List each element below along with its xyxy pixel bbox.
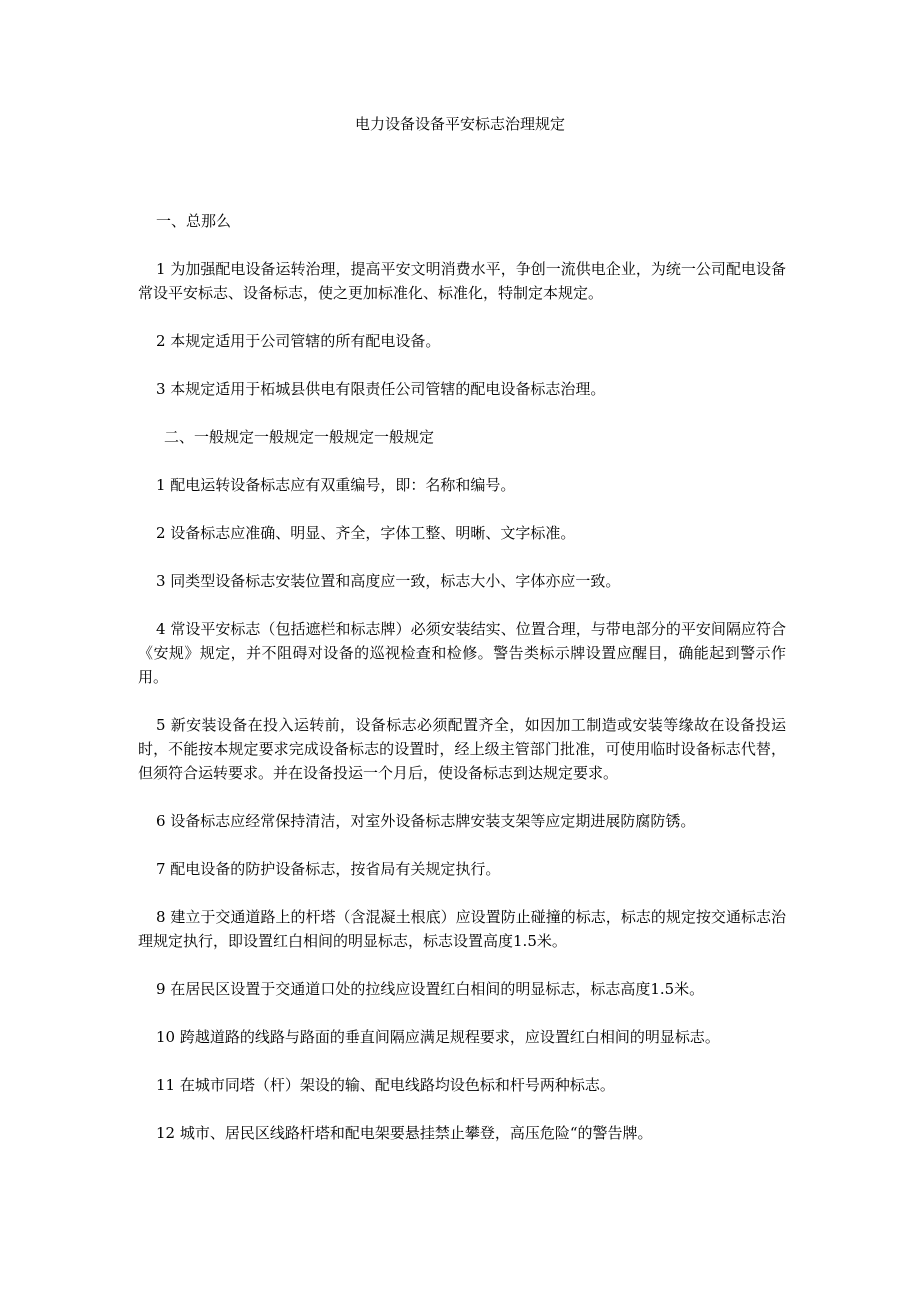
paragraph-rule-1: 1 配电运转设备标志应有双重编号，即：名称和编号。	[156, 476, 516, 494]
section-heading-rules: 二、一般规定一般规定一般规定一般规定	[164, 428, 435, 446]
paragraph-general-2: 2 本规定适用于公司管辖的所有配电设备。	[156, 332, 441, 350]
paragraph-rule-8: 8 建立于交通道路上的杆塔（含混凝土根底）应设置防止碰撞的标志，标志的规定按交通标志治理规定执行，即设置红白相间的明显标志，标志设置高度1.5米。	[138, 908, 786, 950]
paragraph-general-1: 1 为加强配电设备运转治理，提高平安文明消费水平，争创一流供电企业，为统一公司配电设备常设平安标志、设备标志，使之更加标准化、标准化，特制定本规定。	[138, 260, 786, 302]
paragraph-rule-6: 6 设备标志应经常保持清洁，对室外设备标志牌安装支架等应定期进展防腐防锈。	[156, 812, 696, 830]
document-title: 电力设备设备平安标志治理规定	[354, 115, 565, 133]
paragraph-general-3: 3 本规定适用于柘城县供电有限责任公司管辖的配电设备标志治理。	[156, 380, 606, 398]
paragraph-rule-7: 7 配电设备的防护设备标志，按省局有关规定执行。	[156, 860, 501, 878]
paragraph-rule-10: 10 跨越道路的线路与路面的垂直间隔应满足规程要求，应设置红白相间的明显标志。	[156, 1028, 720, 1046]
paragraph-rule-11: 11 在城市同塔（杆）架设的输、配电线路均设色标和杆号两种标志。	[156, 1076, 615, 1094]
paragraph-rule-9: 9 在居民区设置于交通道口处的拉线应设置红白相间的明显标志，标志高度1.5米。	[156, 980, 705, 998]
paragraph-rule-4: 4 常设平安标志（包括遮栏和标志牌）必须安装结实、位置合理，与带电部分的平安间隔应符合《安规》规定，并不阻碍对设备的巡视检查和检修。警告类标示牌设置应醒目，确能起到警示作用。	[138, 620, 786, 686]
paragraph-rule-12: 12 城市、居民区线路杆塔和配电架要悬挂禁止攀登，高压危险“的警告牌。	[156, 1124, 653, 1142]
paragraph-rule-3: 3 同类型设备标志安装位置和高度应一致，标志大小、字体亦应一致。	[156, 572, 621, 590]
paragraph-rule-5: 5 新安装设备在投入运转前，设备标志必须配置齐全，如因加工制造或安装等缘故在设备投运时，不能按本规定要求完成设备标志的设置时，经上级主管部门批准，可使用临时设备标志代替，但须符合运转要求。并在设备投运一个月后，使设备标志到达规定要求。	[138, 716, 786, 782]
section-heading-general: 一、总那么	[156, 212, 232, 230]
paragraph-rule-2: 2 设备标志应准确、明显、齐全，字体工整、明晰、文字标准。	[156, 524, 576, 542]
